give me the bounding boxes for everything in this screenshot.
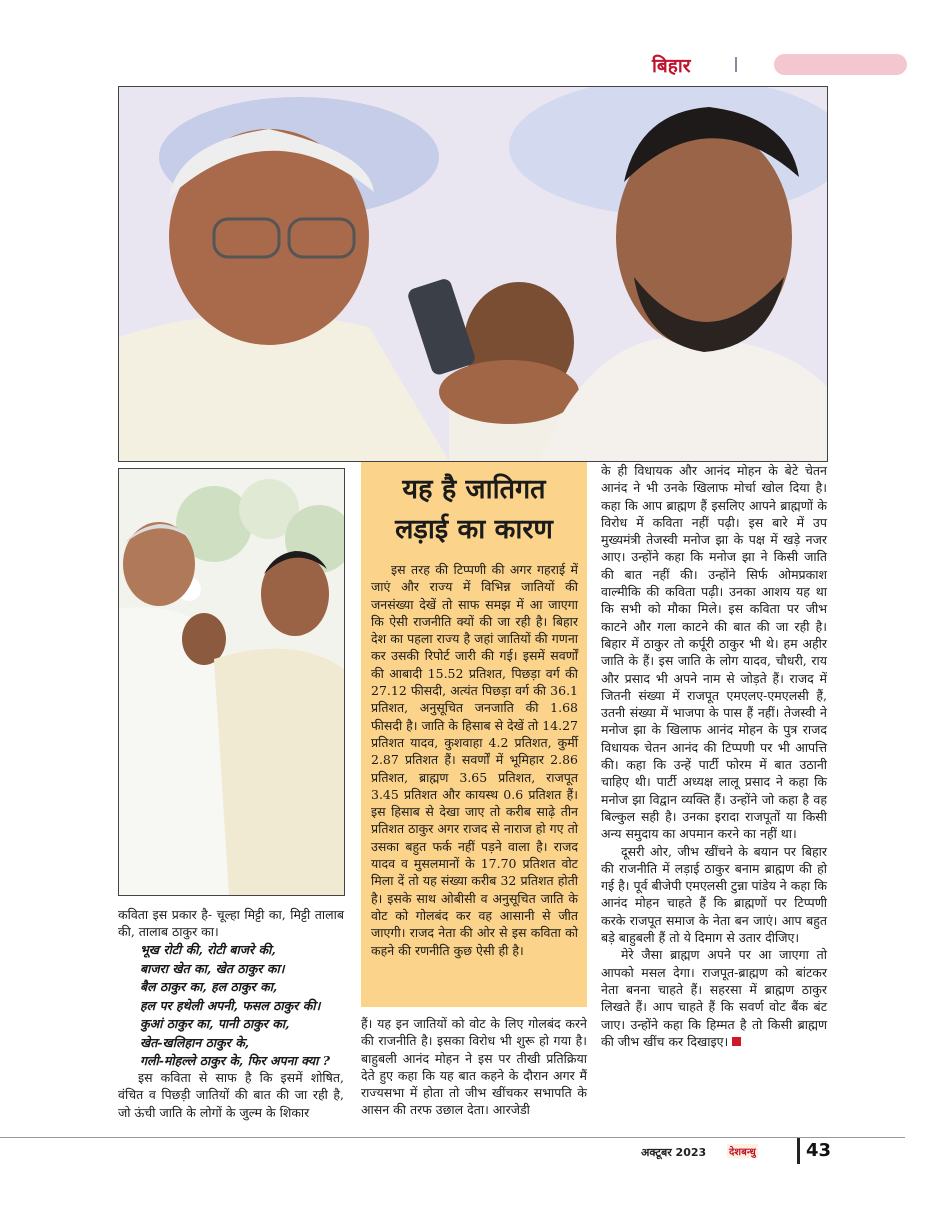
middle-continuation-paragraph: हैं। यह इन जातियों को वोट के लिए गोलबंद करने की राजनीति है। इसका विरोध भी शुरू हो गया है। बाहुबली आनंद मोहन ने इस पर तीखी प्रतिक्रिया देते हुए कहा कि यह बात कहने के दौरान अगर मैं राज्यसभा में होता तो जीभ खींचकर सभापति के आसन की तरफ उछाल देता। आरजेडी [361, 1016, 587, 1118]
end-mark-icon [732, 1037, 741, 1046]
poem-line: भूख रोटी की, रोटी बाजरे की, [140, 942, 276, 957]
side-photo [118, 468, 345, 896]
after-poem-paragraph: इस कविता से साफ है कि इसमें शोषित, वंचित व पिछड़ी जातियों की बात की जा रही है, जो ऊंची जाति के लोगों के जुल्म के शिकार [118, 1070, 344, 1120]
right-paragraph-3: मेरे जैसा ब्राह्मण अपने पर आ जाएगा तो आपको मसल देगा। राजपूत-ब्राह्मण को बांटकर नेता बनना चाहते हैं। सहरसा में ब्राह्मण ठाकुर लिखते हैं। आप चाहते हैं कि सवर्ण वोट बैंक बंट जाए। उन्होंने कहा कि हिम्मत है तो किसी ब्राह्मण की जीभ खींच कर दिखाइए। [601, 947, 827, 1049]
poem [140, 941, 350, 1071]
footer-rule [0, 1137, 905, 1138]
right-column [601, 462, 827, 1050]
poem-intro-text: कविता इस प्रकार है- चूल्हा मिट्टी का, मिट्टी तालाब की, तालाब ठाकुर का। [118, 907, 344, 940]
section-divider [735, 57, 737, 72]
side-photo-illustration [119, 469, 344, 895]
footer-divider [797, 1138, 800, 1164]
story-headline [361, 470, 587, 550]
right-paragraph-1: के ही विधायक और आनंद मोहन के बेटे चेतन आनंद ने भी उनके खिलाफ मोर्चा खोल दिया है। कहा कि आप ब्राह्मण हैं इसलिए आपने ब्राह्मणों के विरोध में कविता नहीं पढ़ी। इस बारे में उप मुख्यमंत्री तेजस्वी मनोज झा के पक्ष में खड़े नजर आए। उन्होंने कहा कि मनोज झा ने किसी जाति की बात नहीं की। उन्होंने सिर्फ ओमप्रकाश वाल्मीकि की कविता पढ़ी। उनका आशय यह था कि सभी को मौका मिले। इस कविता पर जीभ काटने और गला काटने की बात की जा रही है। बिहार में ठाकुर तो कर्पूरी ठाकुर भी थे। हम अहीर जाति के हैं। इस जाति के लोग यादव, चौधरी, राय और प्रसाद भी अपने नाम से जोड़ते हैं। राजद में जितनी संख्या में राजपूत एमएलए-एमएलसी हैं, उतनी संख्या में भाजपा के पास हैं नहीं। तेजस्वी ने मनोज झा के खिलाफ आनंद मोहन के पुत्र राजद विधायक चेतन आनंद की टिप्पणी पर भी आपत्ति की। कहा कि उन्हें पार्टी फोरम में बात उठानी चाहिए थी। पार्टी अध्यक्ष लालू प्रसाद ने कहा कि मनोज झा विद्वान व्यक्ति हैं। उन्होंने जो कहा है वह बिल्कुल सही है। उनका इरादा राजपूतों या किसी अन्य समुदाय का अपमान करने का नहीं था। [601, 463, 827, 842]
section-pill [774, 54, 907, 75]
poem-line: खेत-खलिहान ठाकुर के, [140, 1034, 250, 1050]
section-label: बिहार [652, 55, 691, 77]
after-poem-text [118, 1069, 344, 1121]
main-photo [118, 86, 828, 462]
headline-line-1: यह है जातिगत [402, 474, 546, 505]
headline-line-2: लड़ाई का कारण [395, 514, 553, 545]
footer-brand-logo: देशबन्धु [727, 1144, 758, 1158]
poem-line: कुआं ठाकुर का, पानी ठाकुर का, [140, 1016, 290, 1031]
footer-date: अक्टूबर 2023 [641, 1146, 707, 1159]
poem-line: बैल ठाकुर का, हल ठाकुर का, [140, 979, 278, 994]
right-paragraph-2: दूसरी ओर, जीभ खींचने के बयान पर बिहार की राजनीति में लड़ाई ठाकुर बनाम ब्राह्मण की हो गई है। पूर्व बीजेपी एमएलसी टुन्ना पांडेय ने कहा कि आनंद मोहन चाहते हैं कि ब्राह्मणों पर टिप्पणी करके राजपूत समाज के नेता बन जाएं। आप बहुत बड़े बाहुबली हैं तो ये दिमाग से उतार दीजिए। [601, 843, 827, 946]
poem-intro [118, 906, 344, 941]
page-number: 43 [806, 1140, 832, 1161]
poem-line: गली-मोहल्ले ठाकुर के, फिर अपना क्या ? [140, 1053, 330, 1068]
main-photo-illustration [119, 87, 827, 461]
poem-line: बाजरा खेत का, खेत ठाकुर का। [140, 960, 285, 976]
box-paragraph: इस तरह की टिप्पणी की अगर गहराई में जाएं और राज्य में विभिन्न जातियों की जनसंख्या देखें तो साफ समझ में आ जाएगा कि ऐसी राजनीति क्यों की जा रही है। बिहार देश का पहला राज्य है जहां जातियों की गणना कर उसकी रिपोर्ट जारी की गई। इसमें सवर्णों की आबादी 15.52 प्रतिशत, पिछड़ा वर्ग की 27.12 फीसदी, अत्यंत पिछड़ा वर्ग की 36.1 प्रतिशत, अनुसूचित जनजाति की 1.68 फीसदी है। जाति के हिसाब से देखें तो 14.27 प्रतिशत यादव, कुशवाहा 4.2 प्रतिशत, कुर्मी 2.87 प्रतिशत हैं। सवर्णों में भूमिहार 2.86 प्रतिशत, ब्राह्मण 3.65 प्रतिशत, राजपूत 3.45 प्रतिशत और कायस्थ 0.6 प्रतिशत हैं। इस हिसाब से देखा जाए तो करीब साढ़े तीन प्रतिशत ठाकुर अगर राजद से नाराज हो गए तो उसका बहुत फर्क नहीं पड़ने वाला है। राजद यादव व मुसलमानों के 17.70 प्रतिशत वोट मिला दें तो यह संख्या करीब 32 प्रतिशत होती है। इसके साथ ओबीसी व अनुसूचित जाति के वोट को गोलबंद कर वह आसानी से जीत जाएगी। राजद नेता की ओर से इस कविता को कहने की रणनीति कुछ ऐसी ही है। [371, 562, 578, 958]
poem-line: हल पर हथेली अपनी, फसल ठाकुर की। [140, 997, 321, 1013]
middle-continuation [361, 1015, 587, 1119]
box-body-text [371, 561, 578, 959]
